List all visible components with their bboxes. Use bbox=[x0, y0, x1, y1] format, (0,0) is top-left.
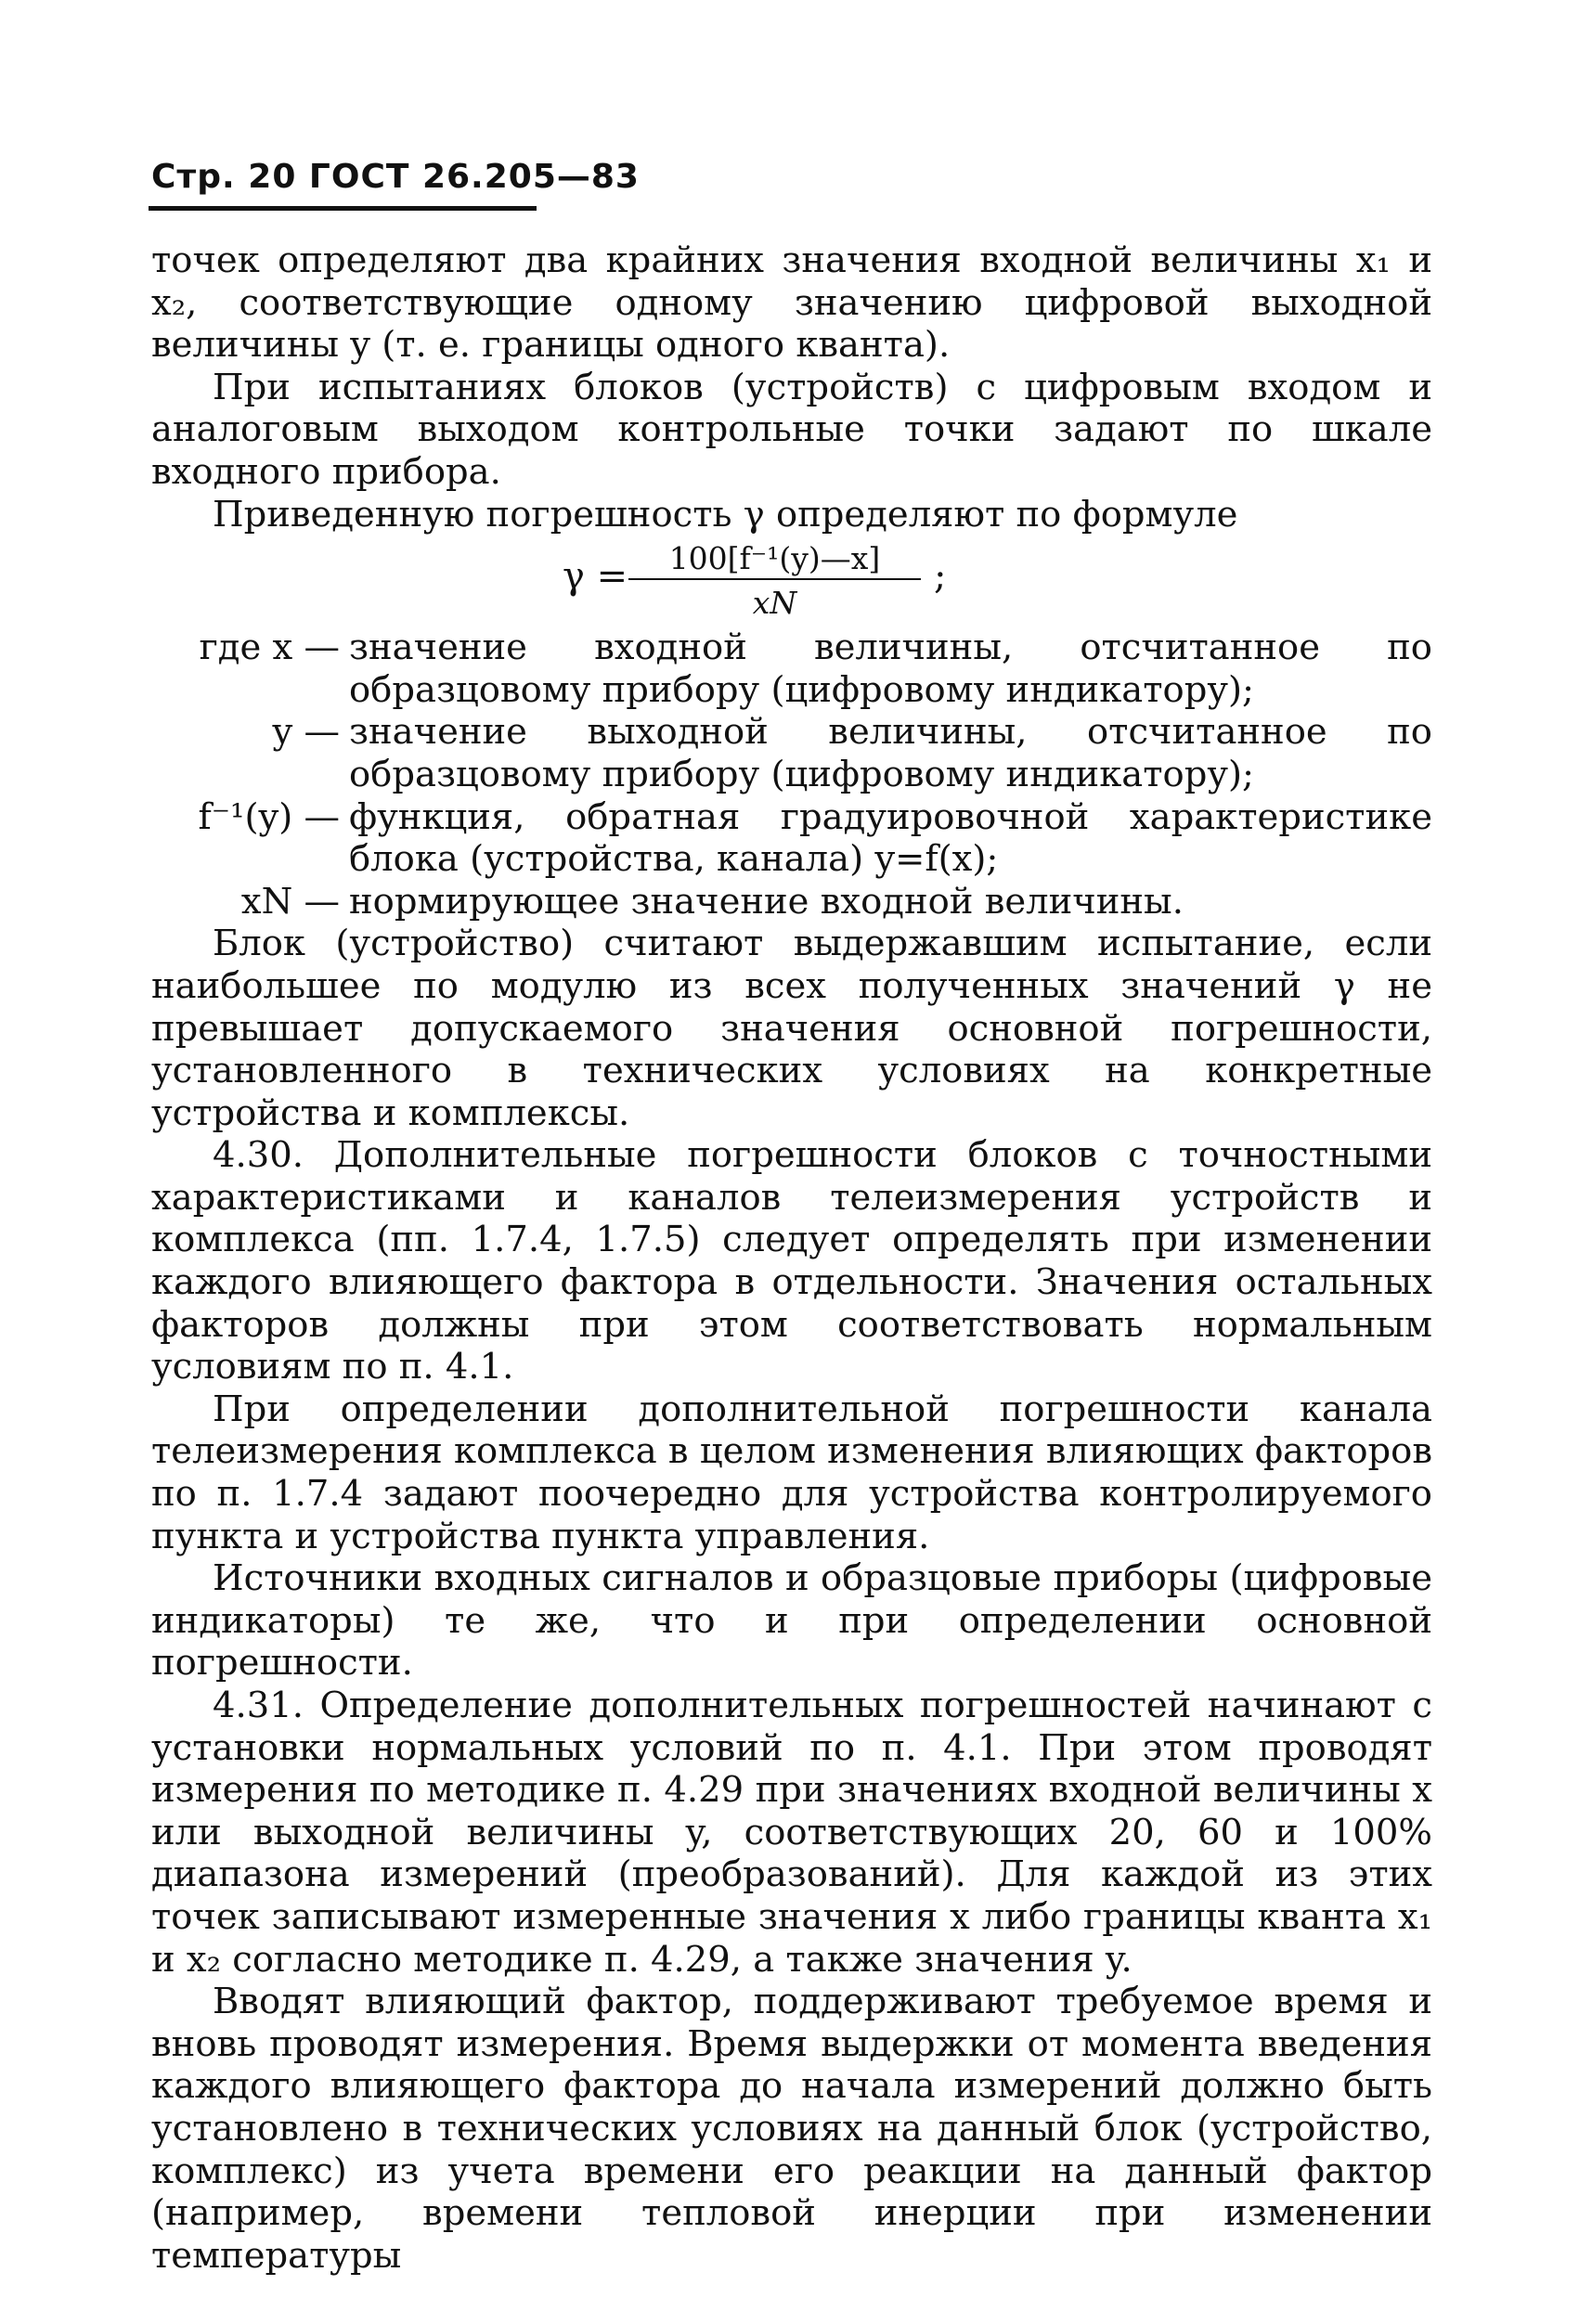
definition-term: xN — bbox=[240, 880, 340, 923]
definition-text: функция, обратная градуировочной характеристике блока (устройства, канала) y=f(x); bbox=[349, 795, 1432, 881]
definition-text: значение выходной величины, отсчитанное по образцовому прибору (цифровому индикатору); bbox=[349, 711, 1432, 795]
definition-term: f⁻¹(y) — bbox=[198, 795, 340, 838]
header-rule bbox=[149, 206, 537, 211]
paragraph-telemetry-channel: При определении дополнительной погрешности канала телеизмерения комплекса в целом изменения влияющих факторов по п. 1.7.4 задают поочередно для устройства контролируемого пункта и устройства пункта управления. bbox=[151, 1388, 1432, 1557]
page-body bbox=[151, 239, 1432, 2277]
paragraph-signal-sources: Источники входных сигналов и образцовые приборы (цифровые индикаторы) те же, что и при определении основной погрешности. bbox=[151, 1557, 1432, 1685]
formula-fraction-bar bbox=[628, 578, 921, 580]
variable-definitions bbox=[151, 626, 1432, 923]
formula-semicolon: ; bbox=[934, 555, 947, 599]
page-header: Стр. 20 ГОСТ 26.205—83 bbox=[151, 158, 640, 196]
paragraph-influencing-factor: Вводят влияющий фактор, поддерживают требуемое время и вновь проводят измерения. Время выдержки от момента введения каждого влияющего фактора до начала измерений должно быть установлено в технических условиях на данный блок (устройство, комплекс) из учета времени его реакции на данный фактор (например, времени тепловой инерции при изменении температуры bbox=[151, 1981, 1432, 2277]
paragraph-analog-output: При испытаниях блоков (устройств) с цифровым входом и аналоговым выходом контрольные точки задают по шкале входного прибора. bbox=[151, 366, 1432, 493]
formula-denominator: xN bbox=[752, 585, 797, 622]
error-formula bbox=[151, 536, 1432, 626]
definition-text: значение входной величины, отсчитанное по образцовому прибору (цифровому индикатору); bbox=[349, 626, 1432, 711]
definition-term: где x — bbox=[199, 626, 340, 669]
formula-numerator: 100[f⁻¹(y)—x] bbox=[668, 540, 881, 577]
paragraph-formula-intro: Приведенную погрешность γ определяют по формуле bbox=[213, 493, 1238, 536]
paragraph-pass-criterion: Блок (устройство) считают выдержавшим испытание, если наибольшее по модулю из всех полученных значений γ не превышает допускаемого значения основной погрешности, установленного в технических условиях на конкретные устройства и комплексы. bbox=[151, 923, 1432, 1134]
paragraph-continuation: точек определяют два крайних значения входной величины x₁ и x₂, соответствующие одному значению цифровой выходной величины y (т. е. границы одного кванта). bbox=[151, 239, 1432, 367]
paragraph-4-31: 4.31. Определение дополнительных погрешностей начинают с установки нормальных условий по п. 4.1. При этом проводят измерения по методике п. 4.29 при значениях входной величины x или выходной величины y, соответствующих 20, 60 и 100% диапазона измерений (преобразований). Для каждой из этих точек записывают измеренные значения x либо границы кванта x₁ и x₂ согласно методике п. 4.29, а также значения y. bbox=[151, 1685, 1432, 1981]
formula-lhs: γ = bbox=[563, 555, 628, 599]
definition-term: y — bbox=[272, 711, 340, 754]
definition-text: нормирующее значение входной величины. bbox=[349, 880, 1184, 923]
paragraph-4-30: 4.30. Дополнительные погрешности блоков с точностными характеристиками и каналов телеизмерения устройств и комплекса (пп. 1.7.4, 1.7.5) следует определять при изменении каждого влияющего фактора в отдельности. Значения остальных факторов должны при этом соответствовать нормальным условиям по п. 4.1. bbox=[151, 1134, 1432, 1388]
